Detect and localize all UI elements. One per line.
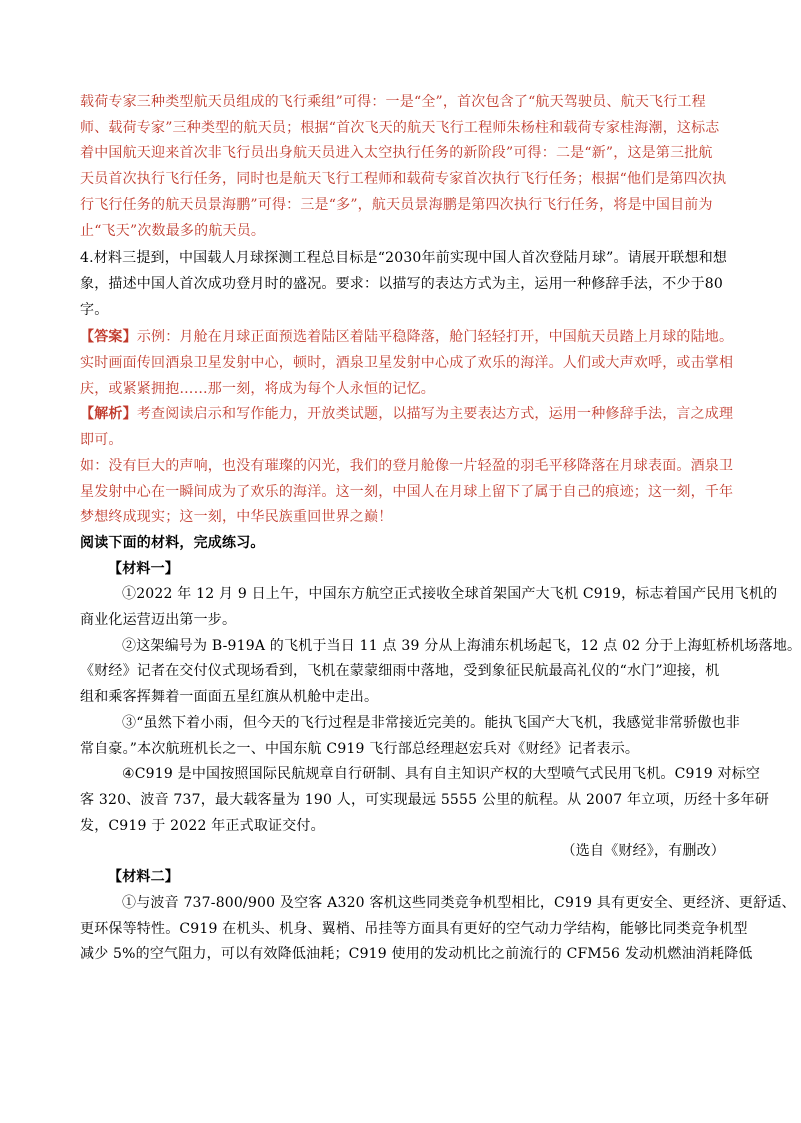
material-1-title: 【材料一】	[108, 560, 179, 577]
material-1-paragraph-4-line: 发，C919 于 2022 年正式取证交付。	[80, 817, 325, 834]
material-1-paragraph-4-line: 客 320、波音 737，最大载客量为 190 人，可实现最远 5555 公里的航程。从 2007 年立项，历经十多年研	[80, 791, 770, 808]
material-2-paragraph-1-line: 更环保等特性。C919 在机头、机身、翼梢、吊挂等方面具有更好的空气动力学结构，能够比同类竞争机型	[80, 920, 748, 937]
material-1-paragraph-3-line: 常自豪。”本次航班机长之一、中国东航 C919 飞行部总经理赵宏兵对《财经》记者表示。	[80, 740, 640, 757]
material-2-title: 【材料二】	[108, 869, 179, 886]
question-text-line: 象，描述中国人首次成功登月时的盛况。要求：以描写的表达方式为主，运用一种修辞手法，不少于80	[80, 275, 724, 292]
document-content	[80, 90, 801, 968]
answer-text-line: 实时画面传回酒泉卫星发射中心，顿时，酒泉卫星发射中心成了欢乐的海洋。人们或大声欢呼，或击掌相	[80, 355, 734, 372]
answer-block	[80, 325, 734, 402]
material-1-source: （选自《财经》，有删改）	[561, 843, 725, 860]
analysis-text-line: 如：没有巨大的声响，也没有璀璨的闪光，我们的登月舱像一片轻盈的羽毛平移降落在月球表面。酒泉卫	[80, 457, 734, 474]
analysis-first-line	[80, 402, 734, 428]
analysis-block	[80, 402, 734, 531]
analysis-text-line: 梦想终成现实；这一刻，中华民族重回世界之巅！	[80, 509, 393, 526]
question-text-line: 4.材料三提到，中国载人月球探测工程总目标是“2030年前实现中国人首次登陆月球”。请展开联想和想	[80, 250, 728, 267]
analysis-text-line: 即可。	[80, 432, 123, 449]
answer-text-line: 师、载荷专家”三种类型的航天员；根据“首次飞天的航天飞行工程师朱杨柱和载荷专家桂海潮，这标志	[80, 119, 720, 136]
material-2-paragraph-1-line: ①与波音 737-800/900 及空客 A320 客机这些同类竞争机型相比，C919 具有更安全、更经济、更舒适、	[122, 894, 796, 911]
analysis-text-line: 星发射中心在一瞬间成为了欢乐的海洋。这一刻，中国人在月球上留下了属于自己的痕迹；这一刻，千年	[80, 483, 734, 500]
answer-text-line: 载荷专家三种类型航天员组成的飞行乘组”可得：一是“全”，首次包含了“航天驾驶员、航天飞行工程	[80, 94, 706, 110]
material-2-block	[80, 865, 796, 968]
material-1-paragraph-2-line: ②这架编号为 B-919A 的飞机于当日 11 点 39 分从上海浦东机场起飞，12 点 02 分于上海虹桥机场落地。	[122, 637, 801, 654]
material-2-paragraph-1-line: 减少 5%的空气阻力，可以有效降低油耗；C919 使用的发动机比之前流行的 CFM56 发动机燃油消耗降低	[80, 946, 753, 963]
analysis-tag: 【解析】	[80, 406, 137, 423]
answer-first-line	[80, 325, 734, 351]
material-1-paragraph-2-line: 组和乘客挥舞着一面面五星红旗从机舱中走出。	[80, 689, 379, 706]
material-1-paragraph-2-line: 《财经》记者在交付仪式现场看到，飞机在蒙蒙细雨中落地，受到象征民航最高礼仪的“水门”迎接，机	[80, 663, 720, 680]
answer-first-text: 示例：月舱在月球正面预选着陆区着陆平稳降落，舱门轻轻打开，中国航天员踏上月球的陆地。	[136, 329, 734, 346]
question-text-line: 字。	[80, 301, 109, 318]
answer-text-line: 止“飞天”次数最多的航天员。	[80, 222, 266, 239]
answer-text-line: 天员首次执行飞行任务，同时也是航天飞行工程师和载荷专家首次执行飞行任务；根据“他们是第四次执	[80, 171, 727, 188]
previous-answer-block	[80, 90, 725, 244]
material-1-paragraph-1-line: 商业化运营迈出第一步。	[80, 612, 237, 629]
reading-instruction: 阅读下面的材料，完成练习。	[80, 534, 265, 551]
answer-tag: 【答案】	[80, 329, 137, 346]
analysis-first-text: 考查阅读启示和写作能力，开放类试题，以描写为主要表达方式，运用一种修辞手法，言之成理	[136, 406, 734, 423]
answer-text-line: 行飞行任务的航天员景海鹏”可得：三是“多”，航天员景海鹏是第四次执行飞行任务，将是中国目前为	[80, 196, 713, 213]
answer-text-line: 着中国航天迎来首次非飞行员出身航天员进入太空执行任务的新阶段”可得：二是“新”，这是第三批航	[80, 145, 713, 162]
answer-text-line: 庆，或紧紧拥抱……那一刻，将成为每个人永恒的记忆。	[80, 380, 435, 397]
material-1-paragraph-3-line: ③“虽然下着小雨，但今天的飞行过程是非常接近完美的。能执飞国产大飞机，我感觉非常骄傲也非	[122, 714, 740, 731]
material-1-paragraph-1-line: ①2022 年 12 月 9 日上午，中国东方航空正式接收全球首架国产大飞机 C919，标志着国产民用飞机的	[122, 586, 778, 603]
material-1-paragraph-4-line: ④C919 是中国按照国际民航规章自行研制、具有自主知识产权的大型喷气式民用飞机。C919 对标空	[122, 766, 761, 783]
question-4-block	[80, 246, 728, 323]
material-1-block	[80, 557, 801, 865]
